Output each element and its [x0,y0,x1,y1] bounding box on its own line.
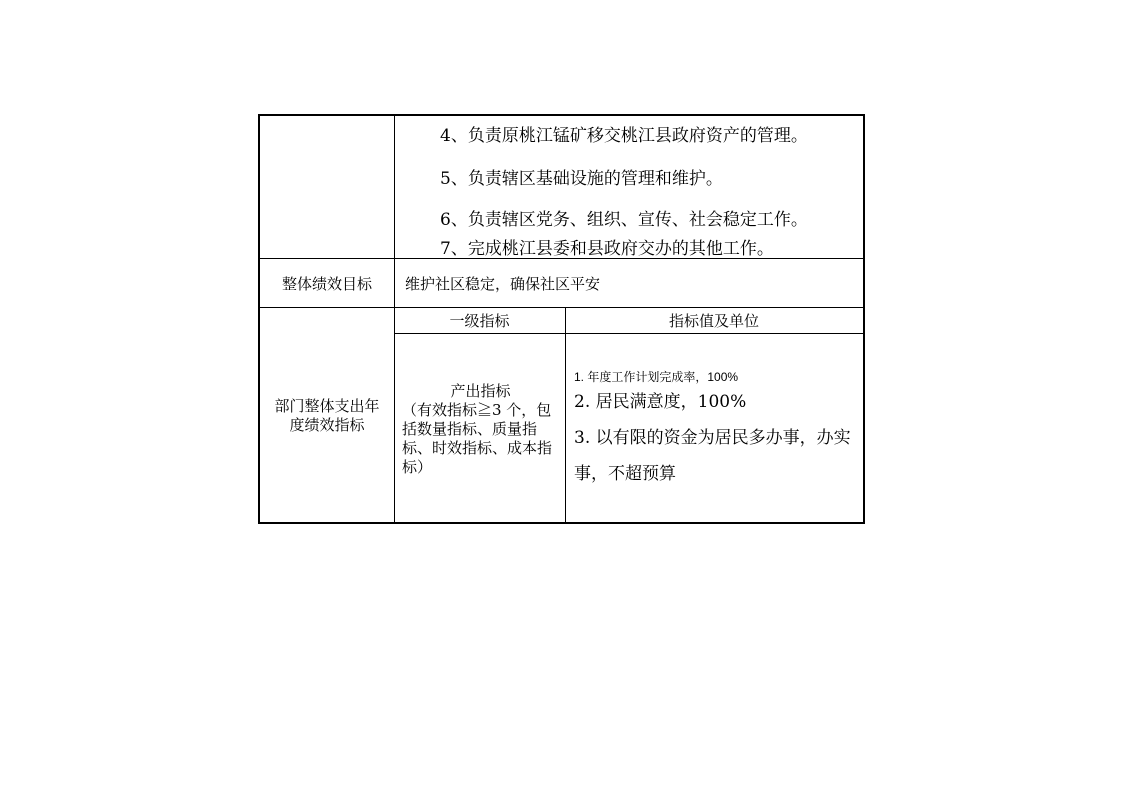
goal-row [260,259,863,308]
indicators-header [394,308,863,334]
indicators-row [260,308,863,524]
goal-label: 整体绩效目标 [281,274,372,293]
indicator-value: 3. 以有限的资金为居民多办事，办实事，不超预算 [574,428,851,484]
duty-item: 5、负责辖区基础设施的管理和维护。 [440,169,723,189]
duty-item: 4、负责原桃江锰矿移交桃江县政府资产的管理。 [440,126,808,146]
indicators-grid [394,308,863,524]
duty-item: 6、负责辖区党务、组织、宣传、社会稳定工作。 [440,210,808,230]
indicator-value: 1. 年度工作计划完成率，100% [574,370,739,384]
duties-row [260,116,863,259]
header-values: 指标值及单位 [668,312,759,330]
duty-item: 7、完成桃江县委和县政府交办的其他工作。 [440,239,774,259]
values-cell [566,334,863,524]
level1-cell [394,334,565,524]
level1-title: 产出指标 [450,381,511,400]
goal-value: 维护社区稳定，确保社区平安 [405,274,601,293]
indicators-label: 部门整体支出年度绩效指标 [274,397,380,434]
column-divider [394,116,395,258]
indicator-value: 2. 居民满意度，100% [574,392,747,412]
performance-table [258,114,865,524]
header-level1: 一级指标 [449,312,510,330]
column-divider [394,259,395,307]
level1-note: （有效指标≧3 个，包括数量指标、质量指标、时效指标、成本指标） [402,400,553,476]
